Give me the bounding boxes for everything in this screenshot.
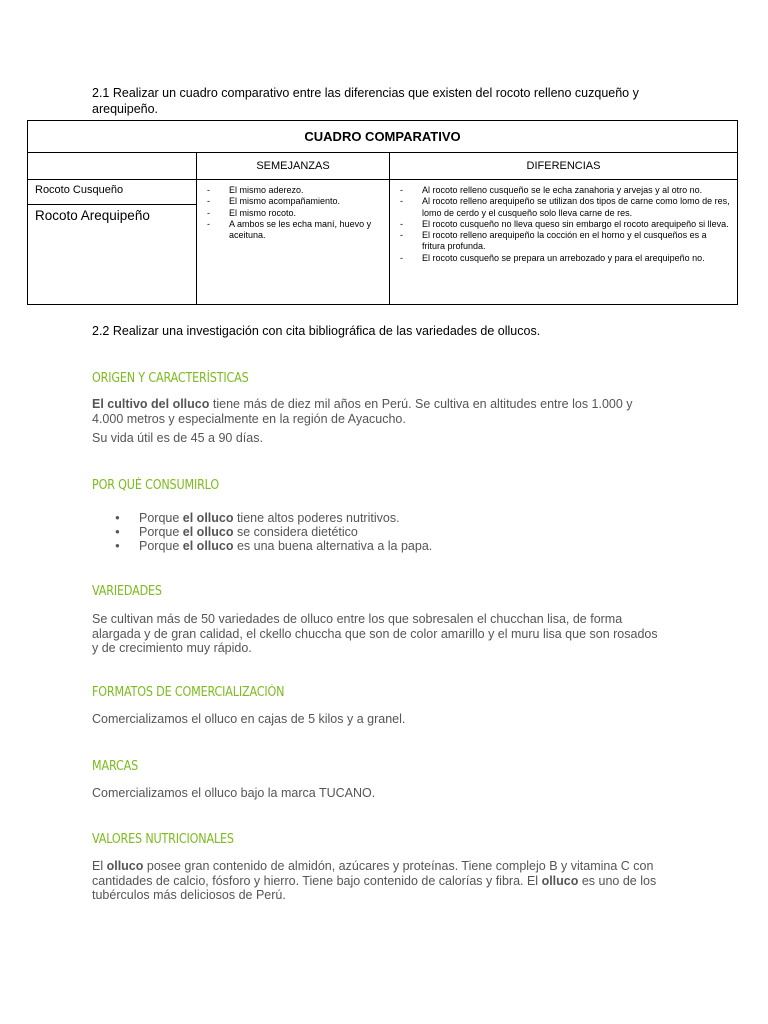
- intro-paragraph: 2.1 Realizar un cuadro comparativo entre las diferencias que existen del rocoto relleno cuzqueño y arequipeño.: [92, 86, 639, 116]
- list-item: [92, 525, 432, 539]
- paragraph-variedades: Se cultivan más de 50 variedades de olluco entre los que sobresalen el chucchan lisa, de forma alargada y de gran calidad, el ckello chuccha que son de color amarillo y el muru lisa que son rosados y de crecimiento muy rápido.: [92, 612, 658, 655]
- heading-origen: ORIGEN Y CARACTERÍSTICAS: [92, 371, 249, 386]
- text-span: tiene más de diez mil años en Perú. Se cultiva en altitudes entre los 1.000 y 4.000 metros y especialmente en la región de Ayacucho.: [92, 397, 633, 426]
- paragraph-vida-util: Su vida útil es de 45 a 90 días.: [92, 431, 263, 445]
- list-item: - El rocoto cusqueño no lleva queso sin embargo el rocoto arequipeño si lleva.: [398, 219, 731, 230]
- heading-formatos: FORMATOS DE COMERCIALIZACIÓN: [92, 685, 285, 700]
- list-item: - Al rocoto relleno arequipeño se utilizan dos tipos de carne como lomo de res, lomo de cerdo y el cusqueño solo lleva carne de res.: [398, 196, 731, 219]
- table-header-diferencias: DIFERENCIAS: [390, 153, 738, 180]
- list-item: - El rocoto cusqueño se prepara un arrebozado y para el arequipeño no.: [398, 253, 731, 264]
- list-item: - A ambos se les echa maní, huevo y aceituna.: [205, 219, 383, 242]
- text-span: tiene altos poderes nutritivos.: [233, 511, 400, 525]
- bold-text: el olluco: [182, 511, 234, 525]
- diferencias-list: [390, 180, 737, 268]
- bold-text: el olluco: [182, 525, 234, 540]
- comparison-table: [27, 120, 738, 305]
- text-span: Porque: [139, 511, 183, 525]
- diferencias-cell: [390, 180, 738, 305]
- list-item: - El mismo acompañamiento.: [205, 196, 383, 207]
- semejanzas-cell: [197, 180, 390, 305]
- row-label-cusqueno: Rocoto Cusqueño: [28, 180, 196, 205]
- paragraph-valores: [92, 859, 667, 903]
- table-title: CUADRO COMPARATIVO: [28, 121, 738, 153]
- row-label-arequipeno: Rocoto Arequipeño: [35, 208, 150, 223]
- table-header-empty: [28, 153, 197, 180]
- text-span: El: [92, 859, 107, 873]
- heading-marcas: MARCAS: [92, 759, 139, 774]
- text-span: Porque: [139, 539, 183, 554]
- text-span: posee gran contenido de almidón, azúcares y proteínas. Tiene complejo B y vitamina C con cantidades de calcio, fósforo y hierro. Tiene bajo contenido de calorías y fibra. El: [92, 859, 654, 888]
- heading-variedades: VARIEDADES: [92, 584, 162, 599]
- text-span: es una buena alternativa a la papa.: [233, 539, 433, 554]
- list-item: - El rocoto relleno arequipeño la cocción en el horno y el cusqueños es a fritura profunda.: [398, 230, 731, 253]
- paragraph-formatos: Comercializamos el olluco en cajas de 5 kilos y a granel.: [92, 712, 406, 726]
- list-item: - El mismo rocoto.: [205, 208, 383, 219]
- bold-text: El cultivo del olluco: [92, 397, 210, 411]
- list-item: [92, 539, 432, 553]
- bold-text: olluco: [106, 859, 144, 873]
- consumir-list: [92, 511, 432, 554]
- list-item: - Al rocoto relleno cusqueño se le echa zanahoria y arvejas y al otro no.: [398, 185, 731, 196]
- text-span: Porque: [139, 525, 183, 540]
- question-2-paragraph: 2.2 Realizar una investigación con cita bibliográfica de las variedades de ollucos.: [92, 324, 541, 338]
- table-header-semejanzas: SEMEJANZAS: [197, 153, 390, 180]
- bold-text: el olluco: [182, 539, 234, 554]
- semejanzas-list: [197, 180, 389, 245]
- text-span: es uno de los tubérculos más deliciosos de Perú.: [92, 873, 657, 902]
- row-labels-cell: [28, 180, 197, 305]
- list-item: [92, 511, 432, 525]
- heading-valores: VALORES NUTRICIONALES: [92, 832, 234, 847]
- paragraph-origen: [92, 397, 667, 426]
- bold-text: olluco: [541, 873, 579, 888]
- heading-consumir: POR QUÉ CONSUMIRLO: [92, 478, 219, 493]
- list-item: - El mismo aderezo.: [205, 185, 383, 196]
- paragraph-marcas: Comercializamos el olluco bajo la marca TUCANO.: [92, 786, 376, 800]
- text-span: se considera dietético: [233, 525, 358, 540]
